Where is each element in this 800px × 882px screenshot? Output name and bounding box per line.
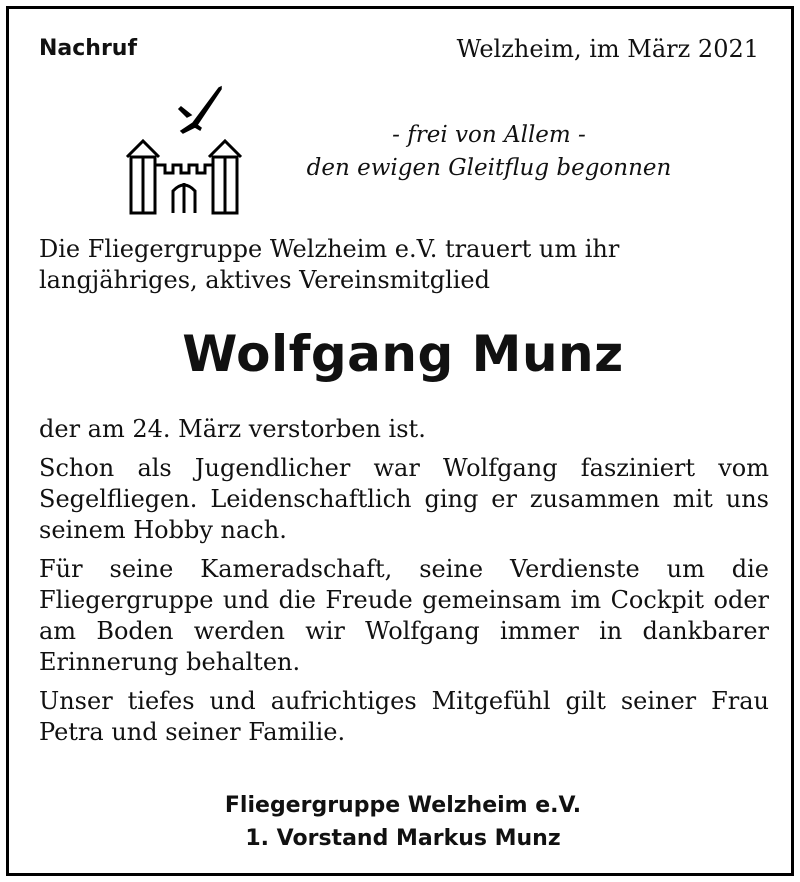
notice-label: Nachruf	[39, 36, 138, 61]
motto-line-2: den ewigen Gleitflug begonnen	[306, 155, 672, 181]
body-paragraph: Unser tiefes und aufrichtiges Mitgefühl gilt seiner Frau Petra und seiner Familie.	[39, 687, 769, 746]
signature-block	[9, 789, 797, 855]
motto-line-1: - frei von Allem -	[392, 122, 586, 148]
obituary-notice	[6, 6, 794, 876]
obituary-body	[39, 414, 769, 756]
signature-person: 1. Vorstand Markus Munz	[245, 826, 561, 851]
signature-organization: Fliegergruppe Welzheim e.V.	[224, 793, 582, 818]
place-date: Welzheim, im März 2021	[456, 35, 759, 63]
body-paragraph: Für seine Kameradschaft, seine Verdienste um die Fliegergruppe und die Freude gemeinsam im Cockpit oder am Boden werden wir Wolfgang immer in dankbarer Erinnerung behalten.	[39, 555, 769, 676]
castle-with-glider-icon	[121, 79, 245, 215]
intro-text: Die Fliegergruppe Welzheim e.V. trauert um ihr langjähriges, aktives Vereinsmitglied	[39, 235, 620, 294]
body-paragraph: der am 24. März verstorben ist.	[39, 415, 426, 443]
deceased-name: Wolfgang Munz	[182, 325, 624, 383]
motto	[279, 119, 699, 185]
body-paragraph: Schon als Jugendlicher war Wolfgang fasziniert vom Segelfliegen. Leidenschaftlich ging er zusammen mit uns seinem Hobby nach.	[39, 454, 769, 544]
